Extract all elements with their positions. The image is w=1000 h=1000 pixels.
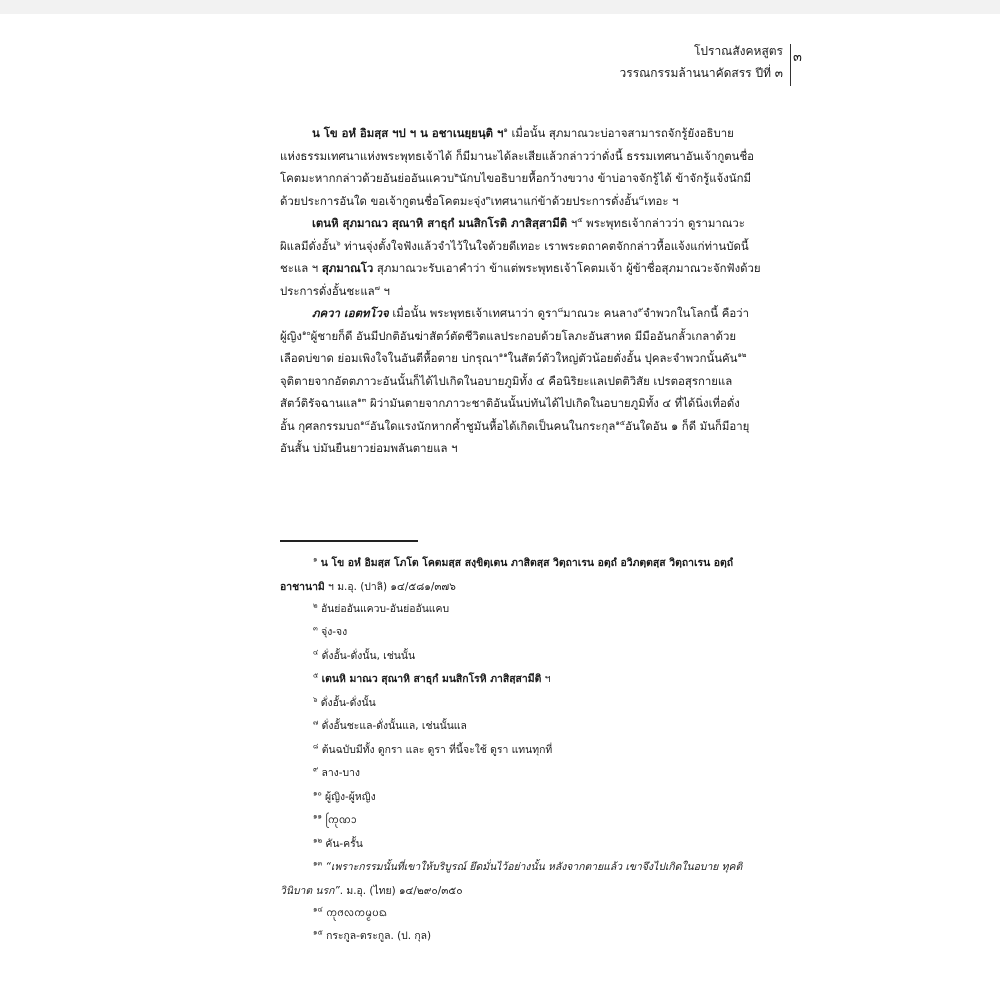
paragraph-3 xyxy=(280,302,749,325)
p2-line-4: ประการดั่งอั้นชะแล$^๗$ ฯ xyxy=(280,283,390,298)
p2-line-3: ชะแล ฯ สุภมาณโว สุภมาณวะรับเอาคำว่า ข้าแต่พระพุทธเจ้าโคตมเจ้า ผู้ข้าชื่อสุภมาณวะจักฟังด้วย xyxy=(280,261,761,275)
header-subtitle: วรรณกรรมล้านนาคัดสรร ปีที่ ๓ xyxy=(619,66,783,80)
header-title: โปราณสังคหสูตร xyxy=(693,44,783,58)
main-text xyxy=(280,122,761,460)
footnote-1-cont: อาชานามิ ฯ ม.อุ. (ปาลิ) ๑๔/๕๘๑/๓๗๖ xyxy=(280,580,456,593)
footnote-6: $^๖$ ดั่งอั้น-ดั่งนั้น xyxy=(313,695,376,709)
p3-line-6: อั้น กุศลกรรมบถ$^{๑๔}$อันใดแรงนักหากค้ำชูมันหื้อได้เกิดเป็นคนในกระกุล$^{๑๕}$อันใดอัน ๑ ก็ดี มันก็มีอายุ xyxy=(280,418,750,433)
footnote-12: $^{๑๒}$ คัน-ครั้น xyxy=(313,836,363,850)
footnote-4: $^๔$ ดั่งอั้น-ดั่งนั้น, เช่นนั้น xyxy=(313,648,416,662)
footnote-8: $^๘$ ต้นฉบับมีทั้ง ดูกรา และ ดูรา ที่นี้จะใช้ ดูรา แทนทุกที่ xyxy=(313,742,553,756)
p1-line-4: ด้วยประการอันใด ขอเจ้ากูตนชื่อโคตมะจุ่ง$^๓$เทศนาแก่ข้าด้วยประการดั่งอั้น$^๔$เทอะ ฯ xyxy=(280,193,679,208)
header-divider xyxy=(790,44,791,86)
paragraph-2-cont xyxy=(280,235,761,303)
p1-line-1: น โข อหํ อิมสฺส ฯป ฯ น อชาเนยฺยนฺติ ฯ$^๑$ เมื่อนั้น สุภมาณวะบ่อาจสามารถจักรู้ยังอธิบาย xyxy=(312,126,734,140)
footnote-3: $^๓$ จุ่ง-จง xyxy=(313,624,348,638)
footnote-14: $^{๑๔}$ ᨠᩩᩆᩃᨠᨾ᩠ᨾᨷᨳ xyxy=(313,905,387,919)
p3-line-5: สัตว์ติรัจฉานแล$^{๑๓}$ ผิว่ามันตายจากภาวะชาติอันนั้นบ่ทันได้ไปเกิดในอบายภูมิทั้ง ๔ ที่ได้นิ่งเที่อดั่ง xyxy=(280,396,740,410)
footnote-15: $^{๑๕}$ กระกูล-ตระกูล. (ป. กุล) xyxy=(313,928,432,942)
top-band xyxy=(0,0,1000,14)
p3-line-2: ผู้ญิง$^{๑๐}$ผู้ชายก็ดี อันมีปกติอันฆ่าสัตว์ตัดชีวิตแลประกอบด้วยโลภะอันสาหด มีมืออันกลั้วเกลาด้วย xyxy=(280,328,737,343)
running-header xyxy=(405,40,805,84)
footnote-2: $^๒$ อันย่ออันแควบ-อันย่ออันแคบ xyxy=(313,601,450,615)
footnote-9: $^๙$ ลาง-บาง xyxy=(313,765,360,779)
p3-line-7: อันสั้น บ่มันยืนยาวย่อมพลันตายแล ฯ xyxy=(280,441,458,455)
footnote-13: $^{๑๓}$ “เพราะกรรมนั้นที่เขาให้บริบูรณ์ ยึดมั่นไว้อย่างนั้น หลังจากตายแล้ว เขาจึงไปเกิดในอบาย ทุคติ xyxy=(313,859,743,873)
footnote-1: $^๑$ น โข อหํ อิมสฺส โภโต โคตมสฺส สงฺขิตฺเตน ภาสิตสฺส วิตฺถาเรน อตฺถํ อวิภตฺตสฺส วิตฺถาเรน อตฺถํ xyxy=(313,555,734,569)
footnotes xyxy=(280,552,743,949)
p2-line-1: เตนหิ สุภมาณว สุณาหิ สาธุกํ มนสิกโรติ ภาสิสฺสามีติ ฯ$^๕$ พระพุทธเจ้ากล่าวว่า ดูรามาณวะ xyxy=(312,216,745,230)
footnote-10: $^{๑๐}$ ผู้ญิง-ผู้หญิง xyxy=(313,789,376,803)
paragraph-1 xyxy=(280,122,734,145)
paragraph-1-cont xyxy=(280,145,755,213)
p3-line-4: จุติตายจากอัตตภาวะอันนั้นก็ได้ไปเกิดในอบายภูมิทั้ง ๔ คือนิริยะแลเปตติวิสัย เปรตอสุรกายแล xyxy=(280,373,733,388)
paragraph-3-cont xyxy=(280,325,750,460)
p3-line-3: เลือดบ่ขาด ย่อมเพิงใจในอันตีหื้อตาย บ่กรุณา$^{๑๑}$ในสัตว์ตัวใหญ่ตัวน้อยดั่งอั้น ปุคละจำพวกนั้นคัน$^{๑๒}$ xyxy=(280,351,747,365)
footnote-rule xyxy=(280,540,418,542)
paragraph-2 xyxy=(280,212,745,235)
footnote-5: $^๕$ เตนหิ มาณว สุณาหิ สาธุกํ มนสิกโรหิ ภาสิสฺสามีติ ฯ xyxy=(313,671,551,685)
footnote-11: $^{๑๑}$ ᨠᩕᩩᨱᩣ xyxy=(313,812,357,826)
page-number: ๓ xyxy=(793,50,802,65)
p2-line-2: ผิแลมีดั่งอั้น$^๖$ ท่านจุ่งตั้งใจฟังแล้วจำไว้ในใจด้วยดีเทอะ เราพระตถาคตจักกล่าวหื้อแจ้งแก่ท่านบัดนี้ xyxy=(280,238,749,253)
footnote-13-cont: วินิบาต นรก”. ม.อุ. (ไทย) ๑๔/๒๙๐/๓๕๐ xyxy=(280,884,463,897)
footnote-7: $^๗$ ดั่งอั้นชะแล-ดั่งนั้นแล, เช่นนั้นแล xyxy=(313,718,467,732)
p1-line-2: แห่งธรรมเทศนาแห่งพระพุทธเจ้าได้ ก็มีมานะได้ละเสียแล้วกล่าวว่าดั่งนี้ ธรรมเทศนาอันเจ้ากูตนชื่อ xyxy=(280,148,755,163)
p1-line-3: โคตมะหากกล่าวด้วยอันย่ออันแควบ$^๒$นักบไขอธิบายหื้อกว้างขวาง ข้าบ่อาจจักรู้ได้ ข้าจักรู้แจ้งนักมี xyxy=(280,171,751,185)
p3-line-1: ภควา เอตทโวจ เมื่อนั้น พระพุทธเจ้าเทศนาว่า ดูรา$^๘$มาณวะ คนลาง$^๙$จำพวกในโลกนี้ คือว่า xyxy=(312,306,749,320)
